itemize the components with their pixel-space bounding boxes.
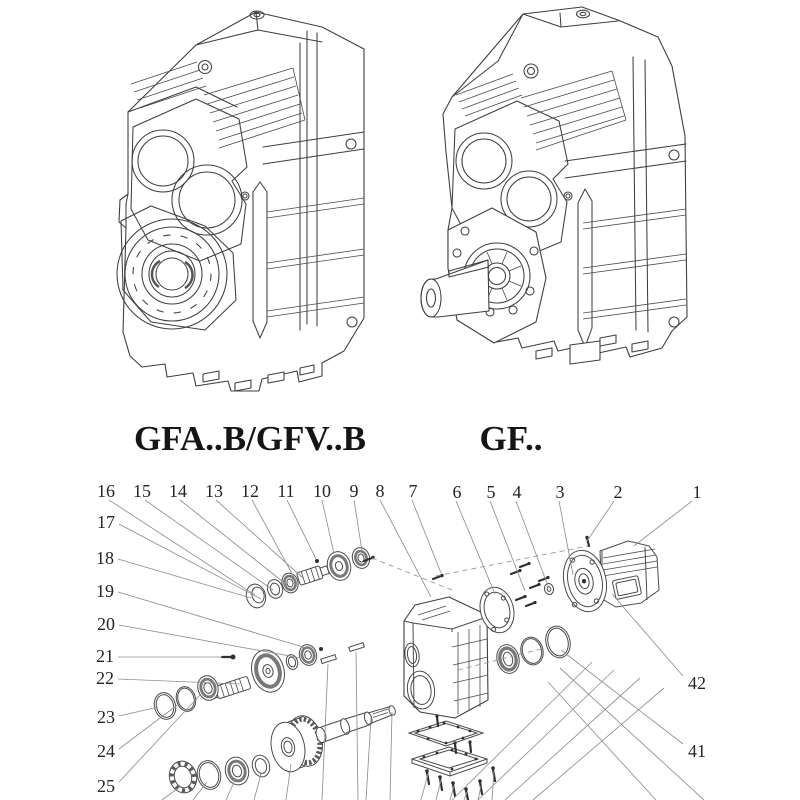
part-number-callout-9: 9 [349,481,359,501]
pinion-shaft [296,563,329,585]
leader-line-part-14 [180,500,287,585]
bearing [494,642,522,675]
part-number-callout-14: 14 [169,481,187,501]
part-number-callout-41: 41 [688,741,706,761]
leader-line-cutoff [533,688,664,800]
leader-line-part-7 [412,500,441,573]
output-shaft [314,705,396,744]
part-number-callout-42: 42 [688,673,706,693]
part-number-callout-20: 20 [97,614,115,634]
part-number-callout-25: 25 [97,776,115,796]
part-number-callout-6: 6 [452,482,462,502]
bearing [195,673,221,703]
part-number-callout-17: 17 [97,512,115,532]
leader-line-part-19 [118,592,313,650]
snap-ring [173,684,198,713]
part-number-callout-1: 1 [692,482,702,502]
gearbox-iso-drawing-right [421,7,687,364]
large-output-gear [267,713,327,775]
leader-line-cutoff [162,786,181,800]
gearbox-iso-drawing-left [117,11,364,391]
leader-line-part-1 [634,501,692,546]
leader-line-cutoff [505,678,640,800]
bearing [222,754,252,787]
part-number-callout-19: 19 [96,581,114,601]
part-number-callout-10: 10 [313,481,331,501]
part-number-callout-13: 13 [205,481,223,501]
gasket-drawing [409,721,483,746]
leader-line-part-22 [118,679,240,684]
leader-line-cutoff [390,712,392,800]
part-number-callout-8: 8 [375,481,385,501]
part-number-callout-4: 4 [512,482,522,502]
leader-line-part-5 [490,501,525,591]
part-number-callout-2: 2 [613,482,623,502]
bearing [350,546,372,571]
leader-line-part-11 [287,500,316,559]
oil-seal-ring [542,624,573,661]
leader-line-part-8 [380,500,431,597]
exploded-parts-artwork [151,536,659,800]
part-number-callout-23: 23 [97,707,115,727]
leader-line-part-42 [612,594,683,676]
part-number-callout-15: 15 [133,481,151,501]
leader-line-part-20 [119,625,301,658]
leader-line-cutoff [436,780,441,800]
part-number-callout-21: 21 [96,646,114,666]
gear-housing-drawing [403,597,488,718]
leader-line-part-16 [109,500,255,595]
snap-ring [194,758,224,792]
part-number-callout-3: 3 [555,482,565,502]
bottom-cover-drawing [412,747,487,776]
leader-line-cutoff [366,718,371,800]
leader-line-part-9 [354,500,362,551]
gear [247,646,290,696]
exploded-parts-diagram [96,481,706,800]
key-pin [319,647,323,651]
washer-small [543,583,554,596]
part-number-callout-16: 16 [97,481,115,501]
leader-line-part-23 [119,707,158,716]
leader-line-part-17 [119,524,261,599]
leader-line-part-2 [587,501,614,541]
motor-drawing [558,541,659,616]
input-shaft-assembly [244,546,373,611]
leader-line-part-6 [456,501,495,594]
leader-line-part-12 [252,500,296,581]
model-label-gf: GF.. [479,419,543,458]
leader-line-cutoff [478,670,614,800]
leader-line-cutoff [356,652,358,800]
part-number-callout-22: 22 [96,668,114,688]
ball-cage-bearing [166,758,201,796]
part-number-callout-5: 5 [486,482,496,502]
leader-line-cutoff [254,774,261,800]
leader-line-cutoff [421,774,428,800]
part-number-callout-11: 11 [277,481,295,501]
leader-line-part-18 [118,559,251,598]
shaft-keys [321,643,365,664]
center-axis-dashed-line [372,558,452,590]
key-pin [315,559,319,563]
part-number-callout-7: 7 [408,481,418,501]
part-number-callout-24: 24 [97,741,115,761]
part-number-callout-18: 18 [96,548,114,568]
leader-line-part-41 [561,650,683,744]
retaining-ring [151,690,179,722]
leader-line-part-10 [322,500,334,554]
set-screw [222,655,236,660]
gear [324,549,354,583]
model-label-gfab-gfvb: GFA..B/GFV..B [133,419,367,458]
leader-line-part-15 [145,500,273,590]
callout-number-labels [96,481,706,796]
part-number-callout-12: 12 [241,481,259,501]
motor-flange-bolts [364,536,589,606]
leader-line-cutoff [560,668,704,800]
leader-line-part-4 [516,501,548,586]
